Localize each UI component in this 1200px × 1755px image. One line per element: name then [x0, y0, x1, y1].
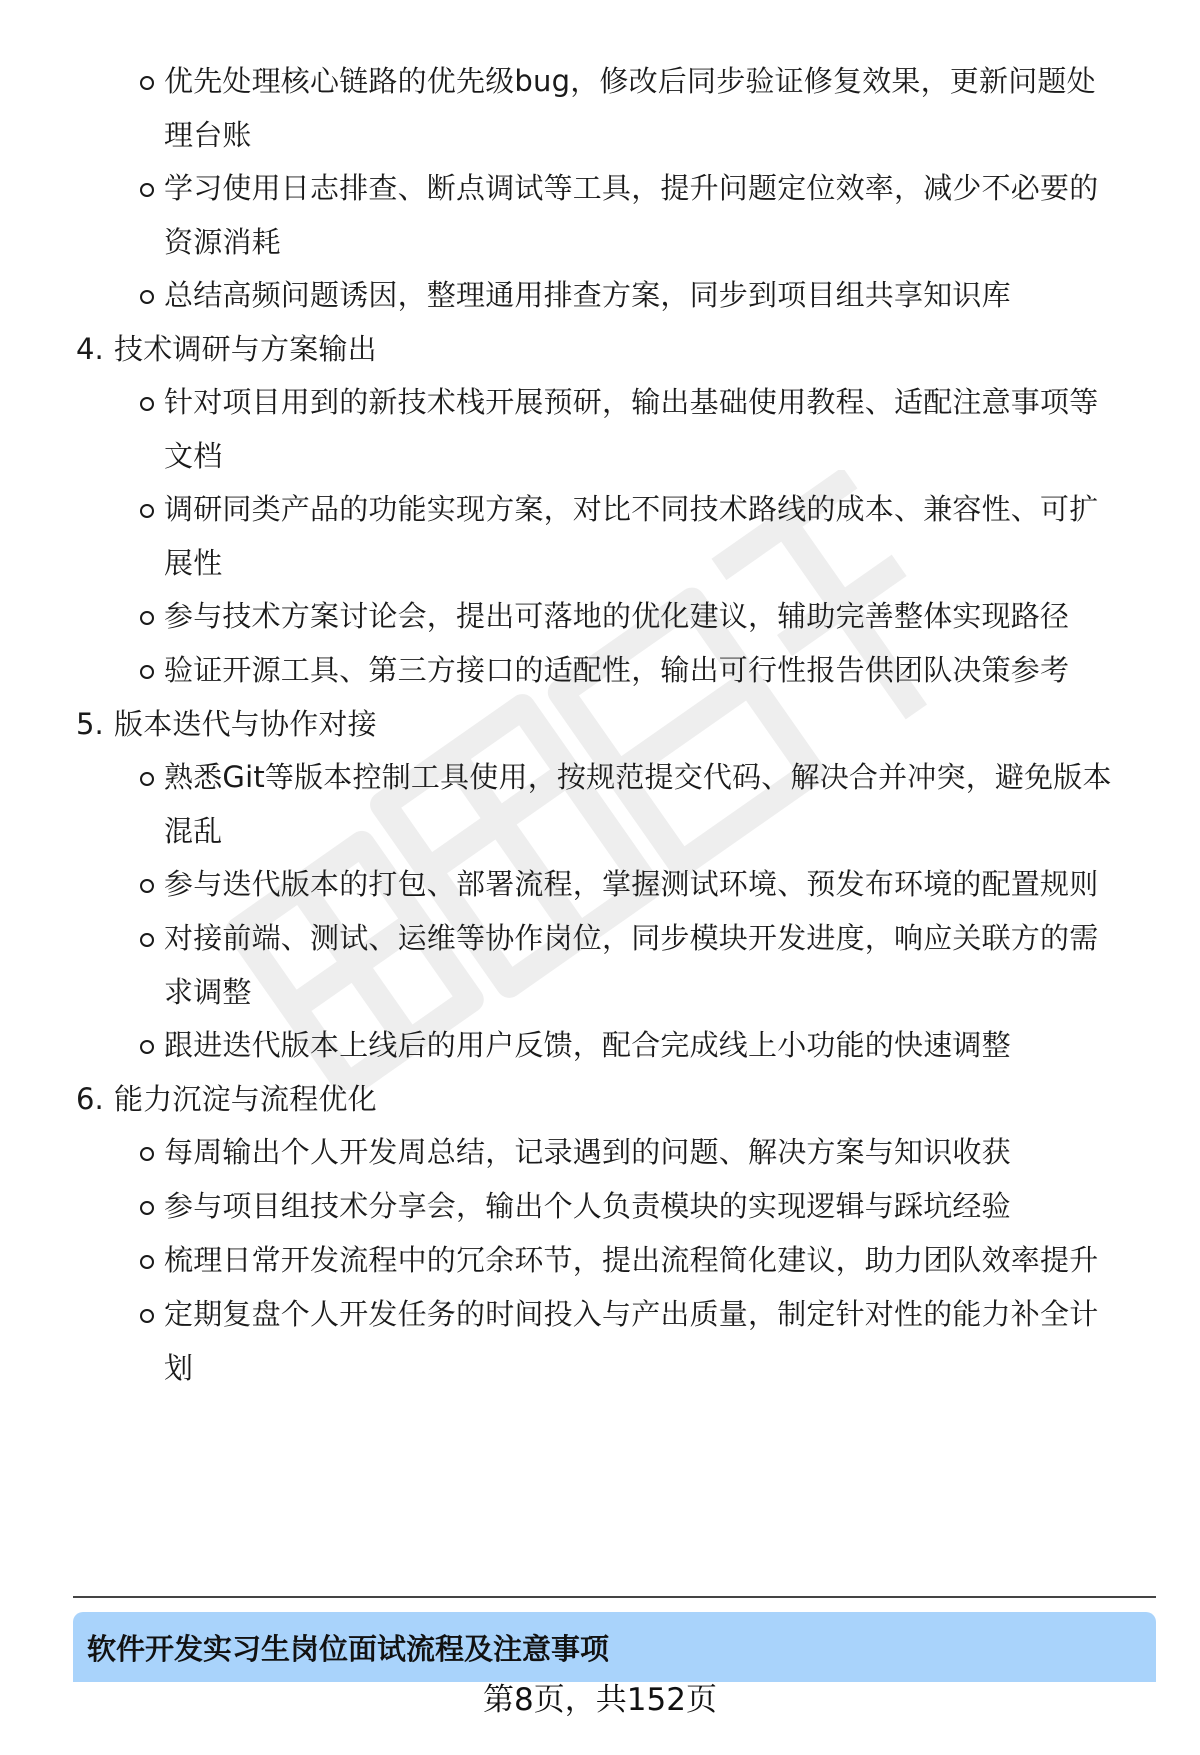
section-number: 4. [76, 332, 104, 366]
bullet-icon [140, 290, 154, 304]
section-number: 6. [76, 1082, 104, 1116]
section-heading: 版本迭代与协作对接 [114, 707, 377, 741]
bullet-icon [140, 76, 154, 90]
list-item-continuation: 资源消耗 [164, 225, 281, 259]
list-item: 总结高频问题诱因，整理通用排查方案，同步到项目组共享知识库 [164, 278, 1011, 312]
list-item-continuation: 理台账 [164, 118, 252, 152]
list-item: 梳理日常开发流程中的冗余环节，提出流程简化建议，助力团队效率提升 [164, 1243, 1099, 1277]
list-item: 参与项目组技术分享会，输出个人负责模块的实现逻辑与踩坑经验 [164, 1189, 1011, 1223]
page-number: 第8页，共152页 [483, 1682, 717, 1718]
bullet-icon [140, 1147, 154, 1161]
list-item: 定期复盘个人开发任务的时间投入与产出质量，制定针对性的能力补全计 [164, 1297, 1099, 1331]
next-section-title: 软件开发实习生岗位面试流程及注意事项 [87, 1632, 610, 1666]
list-item-continuation: 划 [164, 1351, 194, 1385]
list-item: 对接前端、测试、运维等协作岗位，同步模块开发进度，响应关联方的需 [164, 921, 1099, 955]
list-item-continuation: 展性 [164, 546, 223, 580]
list-item: 学习使用日志排查、断点调试等工具，提升问题定位效率，减少不必要的 [164, 171, 1099, 205]
list-item: 跟进迭代版本上线后的用户反馈，配合完成线上小功能的快速调整 [164, 1028, 1011, 1062]
list-item-continuation: 求调整 [164, 975, 252, 1009]
list-item: 熟悉Git等版本控制工具使用，按规范提交代码、解决合并冲突，避免版本 [164, 760, 1112, 794]
bullet-icon [140, 183, 154, 197]
list-item: 针对项目用到的新技术栈开展预研，输出基础使用教程、适配注意事项等 [164, 385, 1099, 419]
list-item-continuation: 文档 [164, 439, 223, 473]
bullet-icon [140, 1040, 154, 1054]
bullet-icon [140, 933, 154, 947]
bullet-icon [140, 1255, 154, 1269]
list-item: 调研同类产品的功能实现方案，对比不同技术路线的成本、兼容性、可扩 [164, 492, 1099, 526]
bullet-icon [140, 1309, 154, 1323]
bullet-icon [140, 772, 154, 786]
section-heading: 能力沉淀与流程优化 [114, 1082, 377, 1116]
bullet-icon [140, 397, 154, 411]
bullet-icon [140, 665, 154, 679]
list-item: 每周输出个人开发周总结，记录遇到的问题、解决方案与知识收获 [164, 1135, 1011, 1169]
list-item: 参与技术方案讨论会，提出可落地的优化建议，辅助完善整体实现路径 [164, 599, 1070, 633]
bullet-icon [140, 611, 154, 625]
bullet-icon [140, 504, 154, 518]
section-heading: 技术调研与方案输出 [114, 332, 377, 366]
list-item-continuation: 混乱 [164, 814, 223, 848]
list-item: 验证开源工具、第三方接口的适配性，输出可行性报告供团队决策参考 [164, 653, 1070, 687]
bullet-icon [140, 879, 154, 893]
list-item: 参与迭代版本的打包、部署流程，掌握测试环境、预发布环境的配置规则 [164, 867, 1099, 901]
list-item: 优先处理核心链路的优先级bug，修改后同步验证修复效果，更新问题处 [164, 64, 1096, 98]
bullet-icon [140, 1201, 154, 1215]
section-divider [73, 1596, 1156, 1598]
section-number: 5. [76, 707, 104, 741]
